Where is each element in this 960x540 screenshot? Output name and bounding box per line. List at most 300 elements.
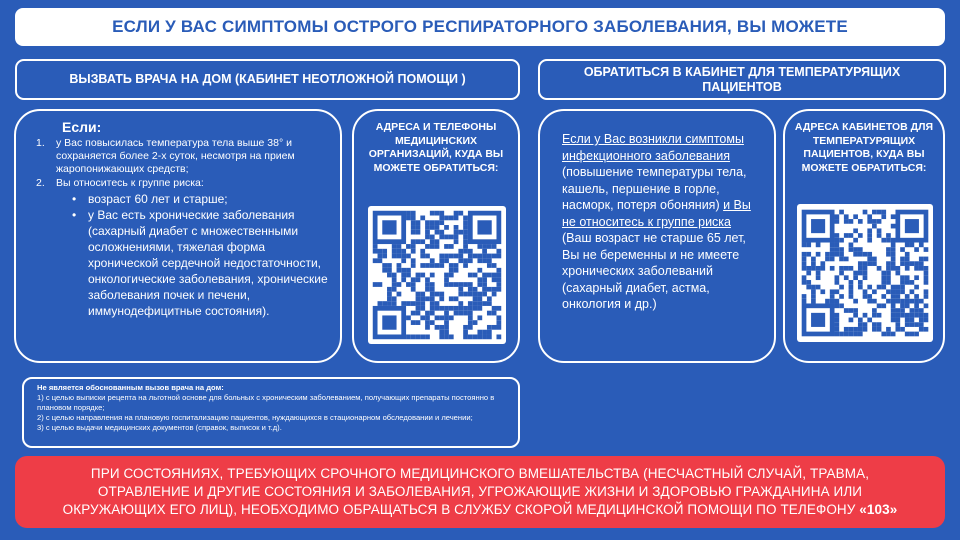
qr-module <box>492 292 497 297</box>
qr-module <box>425 296 430 301</box>
qr-module <box>416 273 421 278</box>
qr-module <box>416 311 421 316</box>
qr-module <box>487 258 492 263</box>
qr-module <box>420 273 425 278</box>
qr-module <box>914 303 919 308</box>
qr-module <box>858 266 863 271</box>
qr-module <box>439 330 444 335</box>
qr-module <box>496 287 501 292</box>
qr-module <box>468 249 473 254</box>
qr-code-icon[interactable] <box>797 204 933 342</box>
qr-module <box>387 296 392 301</box>
qr-module <box>900 289 905 294</box>
qr-module <box>477 334 482 339</box>
qr-module <box>849 327 854 332</box>
qr-module <box>387 273 392 278</box>
qr-module <box>449 268 454 273</box>
qr-module <box>392 296 397 301</box>
qr-module <box>835 299 840 304</box>
qr-module <box>492 306 497 311</box>
qr-module <box>463 330 468 335</box>
qr-module <box>420 239 425 244</box>
qr-module <box>886 261 891 266</box>
qr-module <box>881 275 886 280</box>
qr-module <box>853 327 858 332</box>
qr-module <box>449 315 454 320</box>
qr-module <box>924 247 929 252</box>
qr-module <box>877 219 882 224</box>
qr-module <box>839 271 844 276</box>
qr-module <box>900 280 905 285</box>
qr-module <box>806 280 811 285</box>
qr-module <box>881 303 886 308</box>
qr-module <box>449 334 454 339</box>
qr-module <box>924 318 929 323</box>
qr-module <box>439 292 444 297</box>
qr-module <box>905 257 910 262</box>
qr-module <box>463 282 468 287</box>
qr-module <box>378 249 383 254</box>
qr-module <box>425 263 430 268</box>
qr-module <box>891 289 896 294</box>
qr-module <box>863 313 868 318</box>
qr-module <box>430 282 435 287</box>
qr-module <box>914 285 919 290</box>
qr-module <box>802 266 807 271</box>
qr-module <box>477 315 482 320</box>
qr-module <box>487 296 492 301</box>
qr-module <box>425 225 430 230</box>
qr-module <box>420 315 425 320</box>
qr-module <box>454 282 459 287</box>
qr-module <box>853 332 858 337</box>
qr-module <box>820 261 825 266</box>
conditions-list <box>36 137 328 190</box>
qr-module <box>867 233 872 238</box>
qr-module <box>891 266 896 271</box>
qr-module <box>881 214 886 219</box>
qr-module <box>872 210 877 215</box>
qr-module <box>853 238 858 243</box>
qr-module <box>839 303 844 308</box>
qr-module <box>392 287 397 292</box>
qr-module <box>802 294 807 299</box>
qr-module <box>867 214 872 219</box>
qr-module <box>425 325 430 330</box>
qr-module <box>463 306 468 311</box>
qr-finder-inner <box>905 219 919 233</box>
qr-module <box>839 332 844 337</box>
qr-module <box>881 294 886 299</box>
qr-module <box>454 225 459 230</box>
qr-module <box>839 238 844 243</box>
qr-module <box>477 268 482 273</box>
qr-module <box>454 263 459 268</box>
qr-module <box>919 243 924 248</box>
qr-module <box>425 315 430 320</box>
qr-module <box>867 257 872 262</box>
qr-module <box>439 235 444 240</box>
qr-module <box>872 289 877 294</box>
qr-module <box>867 285 872 290</box>
qr-module <box>406 244 411 249</box>
qr-module <box>844 327 849 332</box>
qr-module <box>806 266 811 271</box>
qr-module <box>487 330 492 335</box>
qr-module <box>900 327 905 332</box>
qr-module <box>444 334 449 339</box>
qr-module <box>468 301 473 306</box>
qr-module <box>886 233 891 238</box>
left-header-label: ВЫЗВАТЬ ВРАЧА НА ДОМ (КАБИНЕТ НЕОТЛОЖНОЙ ПОМОЩИ ) <box>69 72 466 86</box>
qr-module <box>416 320 421 325</box>
qr-module <box>905 322 910 327</box>
qr-module <box>835 243 840 248</box>
qr-module <box>905 303 910 308</box>
qr-module <box>468 334 473 339</box>
qr-module <box>863 271 868 276</box>
qr-module <box>839 247 844 252</box>
qr-module <box>900 308 905 313</box>
qr-module <box>910 332 915 337</box>
qr-module <box>839 285 844 290</box>
qr-module <box>435 306 440 311</box>
qr-module <box>468 292 473 297</box>
qr-module <box>816 252 821 257</box>
qr-module <box>397 263 402 268</box>
qr-module <box>839 294 844 299</box>
qr-module <box>444 277 449 282</box>
qr-module <box>449 273 454 278</box>
qr-module <box>463 325 468 330</box>
bullet-icon: • <box>72 208 77 222</box>
qr-module <box>877 266 882 271</box>
qr-module <box>919 318 924 323</box>
qr-module <box>425 277 430 282</box>
qr-module <box>463 230 468 235</box>
qr-module <box>416 225 421 230</box>
qr-module <box>430 320 435 325</box>
qr-module <box>914 275 919 280</box>
qr-module <box>895 285 900 290</box>
qr-module <box>468 254 473 259</box>
qr-module <box>858 219 863 224</box>
qr-module <box>830 289 835 294</box>
qr-module <box>891 252 896 257</box>
qr-module <box>802 257 807 262</box>
qr-module <box>397 292 402 297</box>
qr-module <box>482 292 487 297</box>
qr-module <box>406 301 411 306</box>
qr-module <box>881 285 886 290</box>
qr-module <box>905 243 910 248</box>
qr-module <box>411 225 416 230</box>
qr-module <box>458 301 463 306</box>
qr-module <box>830 257 835 262</box>
qr-module <box>872 313 877 318</box>
qr-module <box>910 261 915 266</box>
qr-code-graphic <box>368 206 506 344</box>
qr-module <box>895 327 900 332</box>
qr-module <box>449 282 454 287</box>
qr-module <box>458 230 463 235</box>
conditions-heading: Если: <box>62 119 102 135</box>
qr-module <box>392 244 397 249</box>
qr-module <box>820 289 825 294</box>
qr-module <box>802 243 807 248</box>
emergency-alert-text <box>45 465 915 519</box>
qr-module <box>454 230 459 235</box>
qr-module <box>839 257 844 262</box>
qr-module <box>492 277 497 282</box>
qr-code-icon[interactable] <box>368 206 506 344</box>
qr-module <box>858 261 863 266</box>
qr-module <box>844 275 849 280</box>
qr-module <box>881 238 886 243</box>
bullet-icon: • <box>72 192 77 206</box>
qr-module <box>444 225 449 230</box>
qr-module <box>919 327 924 332</box>
qr-module <box>914 332 919 337</box>
qr-module <box>473 273 478 278</box>
list-item-text: у Вас есть хронические заболевания (сахарный диабет с множественными осложнениями, тяжелая форма хронической сердечной недостаточности, онкологические заболевания, хронические заболевания почек и печени, иммунодефицитные состояния). <box>88 208 328 318</box>
qr-module <box>492 273 497 278</box>
qr-module <box>835 289 840 294</box>
qr-module <box>449 235 454 240</box>
qr-module <box>425 311 430 316</box>
qr-module <box>900 303 905 308</box>
qr-module <box>825 252 830 257</box>
qr-module <box>382 254 387 259</box>
qr-module <box>477 282 482 287</box>
qr-module <box>477 330 482 335</box>
qr-module <box>853 247 858 252</box>
qr-module <box>872 322 877 327</box>
qr-module <box>416 220 421 225</box>
qr-module <box>444 244 449 249</box>
qr-module <box>881 280 886 285</box>
qr-module <box>411 311 416 316</box>
qr-module <box>416 306 421 311</box>
qr-module <box>487 334 492 339</box>
qr-module <box>867 294 872 299</box>
qr-module <box>886 275 891 280</box>
qr-module <box>444 311 449 316</box>
qr-module <box>816 271 821 276</box>
qr-module <box>853 214 858 219</box>
qr-module <box>496 306 501 311</box>
qr-module <box>858 247 863 252</box>
qr-module <box>886 247 891 252</box>
list-item <box>72 207 328 319</box>
qr-module <box>387 268 392 273</box>
qr-module <box>919 322 924 327</box>
qr-module <box>397 244 402 249</box>
qr-module <box>496 282 501 287</box>
qr-module <box>378 282 383 287</box>
qr-module <box>401 254 406 259</box>
qr-card-title: АДРЕСА КАБИНЕТОВ ДЛЯ ТЕМПЕРАТУРЯЩИХ ПАЦИЕНТОВ, КУДА ВЫ МОЖЕТЕ ОБРАТИТЬСЯ: <box>794 121 934 174</box>
qr-module <box>487 287 492 292</box>
qr-module <box>863 327 868 332</box>
qr-module <box>830 252 835 257</box>
qr-module <box>463 292 468 297</box>
qr-module <box>435 230 440 235</box>
qr-module <box>463 249 468 254</box>
qr-module <box>867 228 872 233</box>
qr-module <box>891 238 896 243</box>
qr-module <box>877 210 882 215</box>
qr-module <box>891 261 896 266</box>
qr-module <box>382 301 387 306</box>
qr-module <box>806 243 811 248</box>
qr-module <box>463 235 468 240</box>
qr-module <box>387 292 392 297</box>
qr-module <box>420 254 425 259</box>
qr-module <box>863 252 868 257</box>
qr-module <box>439 220 444 225</box>
qr-module <box>924 266 929 271</box>
qr-module <box>886 332 891 337</box>
qr-module <box>811 294 816 299</box>
qr-module <box>449 244 454 249</box>
qr-module <box>449 216 454 221</box>
qr-module <box>492 287 497 292</box>
qr-module <box>463 263 468 268</box>
qr-module <box>835 238 840 243</box>
qr-module <box>496 315 501 320</box>
qr-module <box>830 299 835 304</box>
qr-module <box>895 313 900 318</box>
qr-card-title: АДРЕСА И ТЕЛЕФОНЫ МЕДИЦИНСКИХ ОРГАНИЗАЦИЙ, КУДА ВЫ МОЖЕТЕ ОБРАТИТЬСЯ: <box>368 121 504 174</box>
qr-module <box>867 261 872 266</box>
qr-module <box>844 214 849 219</box>
qr-module <box>849 243 854 248</box>
qr-module <box>473 301 478 306</box>
qr-module <box>924 327 929 332</box>
qr-module <box>900 275 905 280</box>
right-header-label: ОБРАТИТЬСЯ В КАБИНЕТ ДЛЯ ТЕМПЕРАТУРЯЩИХ ПАЦИЕНТОВ <box>583 64 901 94</box>
qr-module <box>867 299 872 304</box>
qr-module <box>802 280 807 285</box>
qr-module <box>849 289 854 294</box>
qr-module <box>378 254 383 259</box>
qr-module <box>425 220 430 225</box>
qr-module <box>496 249 501 254</box>
qr-module <box>853 275 858 280</box>
qr-module <box>473 334 478 339</box>
qr-module <box>378 301 383 306</box>
qr-module <box>392 301 397 306</box>
qr-module <box>416 230 421 235</box>
list-item-text: Вы относитесь к группе риска: <box>56 177 204 189</box>
qr-module <box>811 266 816 271</box>
list-item <box>72 191 328 207</box>
qr-module <box>905 294 910 299</box>
qr-module <box>910 280 915 285</box>
qr-module <box>835 214 840 219</box>
qr-module <box>863 210 868 215</box>
qr-module <box>477 306 482 311</box>
qr-module <box>910 318 915 323</box>
qr-finder-inner <box>382 220 396 234</box>
qr-module <box>454 216 459 221</box>
qr-module <box>919 313 924 318</box>
qr-module <box>924 289 929 294</box>
qr-module <box>439 315 444 320</box>
qr-module <box>858 332 863 337</box>
qr-module <box>468 282 473 287</box>
qr-module <box>886 327 891 332</box>
qr-module <box>411 334 416 339</box>
qr-module <box>895 294 900 299</box>
qr-module <box>895 318 900 323</box>
qr-module <box>482 277 487 282</box>
qr-module <box>839 252 844 257</box>
qr-module <box>886 238 891 243</box>
qr-module <box>872 219 877 224</box>
qr-module <box>910 313 915 318</box>
qr-module <box>477 296 482 301</box>
qr-module <box>463 258 468 263</box>
qr-module <box>811 285 816 290</box>
qr-module <box>425 282 430 287</box>
qr-module <box>487 263 492 268</box>
qr-module <box>487 325 492 330</box>
qr-module <box>886 266 891 271</box>
qr-module <box>416 292 421 297</box>
list-item-number: 1. <box>36 137 45 149</box>
qr-module <box>835 233 840 238</box>
qr-module <box>397 249 402 254</box>
qr-module <box>919 261 924 266</box>
qr-module <box>891 313 896 318</box>
qr-module <box>886 299 891 304</box>
qr-module <box>914 322 919 327</box>
qr-module <box>406 216 411 221</box>
qr-module <box>425 235 430 240</box>
qr-module <box>411 263 416 268</box>
qr-module <box>905 261 910 266</box>
qr-module <box>473 254 478 259</box>
qr-module <box>430 258 435 263</box>
qr-module <box>914 299 919 304</box>
qr-module <box>463 244 468 249</box>
qr-module <box>397 268 402 273</box>
qr-module <box>905 252 910 257</box>
qr-module <box>914 308 919 313</box>
qr-module <box>863 261 868 266</box>
qr-module <box>444 320 449 325</box>
qr-module <box>477 277 482 282</box>
qr-module <box>492 263 497 268</box>
qr-module <box>430 225 435 230</box>
qr-module <box>496 273 501 278</box>
qr-module <box>411 320 416 325</box>
qr-module <box>914 313 919 318</box>
qr-module <box>444 306 449 311</box>
qr-module <box>900 247 905 252</box>
list-item <box>36 137 328 176</box>
qr-module <box>482 249 487 254</box>
qr-module <box>853 299 858 304</box>
qr-module <box>473 296 478 301</box>
qr-module <box>867 252 872 257</box>
qr-module <box>900 313 905 318</box>
symptoms-text: Если у Вас возникли симптомы инфекционного заболевания <box>562 132 744 163</box>
qr-module <box>444 330 449 335</box>
qr-module <box>482 273 487 278</box>
